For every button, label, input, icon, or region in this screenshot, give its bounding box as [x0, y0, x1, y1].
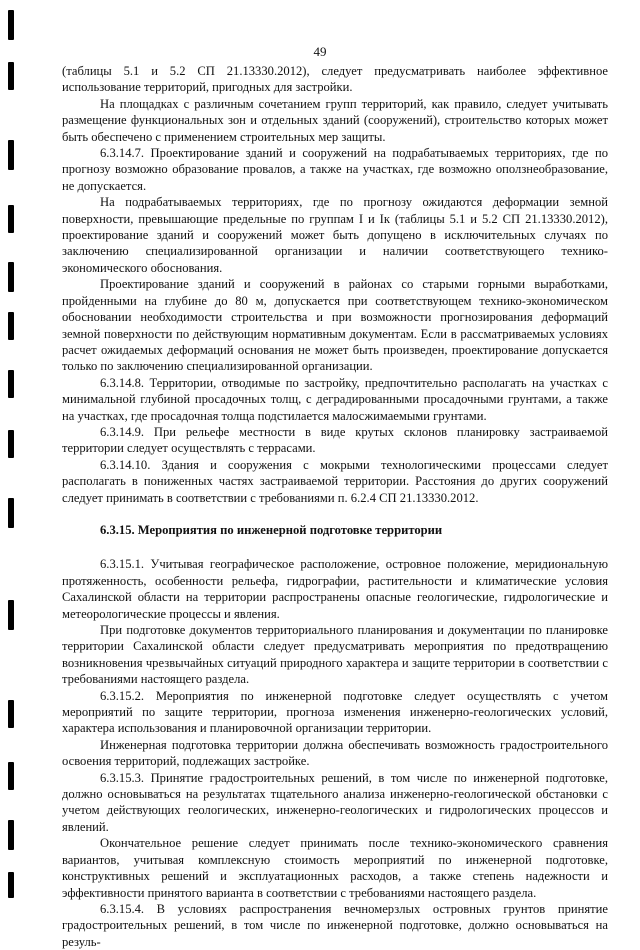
binding-mark [8, 498, 14, 528]
paragraph: 6.3.15.4. В условиях распространения вечномерзлых островных грунтов принятие градостроительных решений, в том числе по инженерной подготовке, должно основываться на резуль- [62, 901, 608, 949]
paragraph: 6.3.14.8. Территории, отводимые по застройку, предпочтительно располагать на участках с минимальной глубиной просадочных толщ, с деградированными просадочными грунтами, а также на участках, где просадочная толща подстилается малосжимаемыми грунтами. [62, 375, 608, 423]
paragraph: На подрабатываемых территориях, где по прогнозу ожидаются деформации земной поверхности, превышающие предельные по группам I и Iк (таблицы 5.1 и 5.2 СП 21.13330.2012), проектирование зданий и сооружений может быть допущено в исключительных случаях по заключению специализированной организации и наличии соответствующего технико-экономического обоснования. [62, 195, 608, 275]
paragraph: 6.3.14.7. Проектирование зданий и сооружений на подрабатываемых территориях, где по прогнозу возможно образование провалов, а также на участках, где возможно оползнеобразование, не допускается. [62, 146, 608, 193]
binding-mark [8, 430, 14, 458]
section-heading: 6.3.15. Мероприятия по инженерной подготовке территории [100, 522, 443, 537]
paragraph: На площадках с различным сочетанием групп территорий, как правило, следует учитывать размещение функциональных зон и отдельных зданий (сооружений), строительство которых может быть обеспечено с применением строительных мер защиты. [62, 96, 608, 144]
paragraph: При подготовке документов территориального планирования и документации по планировке территории Сахалинской области следует предусматривать мероприятия по предотвращению возникновения чрезвычайных ситуаций природного характера и защите территории в соответствии с требованиями настоящего раздела. [62, 623, 608, 687]
binding-mark [8, 700, 14, 728]
binding-mark [8, 62, 14, 90]
binding-mark [8, 10, 14, 40]
paragraph: Инженерная подготовка территории должна обеспечивать возможность градостроительного освоения территорий, подлежащих застройке. [62, 737, 608, 769]
binding-mark [8, 262, 14, 292]
binding-mark [8, 140, 14, 170]
paragraph: 6.3.15.3. Принятие градостроительных решений, в том числе по инженерной подготовке, должно основываться на результатах тщательного анализа инженерно-геологической обстановки с учетом действующих геологических, инженерно-геологических и гидрологических процессов и явлений. [62, 770, 608, 834]
paragraph: 6.3.14.9. При рельефе местности в виде крутых склонов планировку застраиваемой территории следует осуществлять с террасами. [62, 424, 608, 456]
binding-mark [8, 312, 14, 340]
page-number: 49 [313, 44, 327, 59]
binding-mark [8, 205, 14, 233]
paragraph: 6.3.15.2. Мероприятия по инженерной подготовке следует осуществлять с учетом мероприятий по защите территории, прогноза изменения инженерно-геологических условий, характера использования и планировочной организации территории. [62, 688, 608, 736]
binding-mark [8, 820, 14, 850]
binding-mark [8, 600, 14, 630]
paragraph: (таблицы 5.1 и 5.2 СП 21.13330.2012), следует предусматривать наиболее эффективное использование территорий, пригодных для застройки. [62, 64, 608, 95]
paragraph: 6.3.15.1. Учитывая географическое расположение, островное положение, меридиональную протяженность, особенности рельефа, гидрографии, растительности и климатические условия Сахалинской области на территории распространены опасные геологические, гидрологические и метеорологические процессы и явления. [62, 557, 608, 621]
binding-mark [8, 370, 14, 398]
paragraph: 6.3.14.10. Здания и сооружения с мокрыми технологическими процессами следует располагать в пониженных частях застраиваемой территории. Расстояния до других сооружений следует принимать в соответствии с требованиями п. 6.2.4 СП 21.13330.2012. [62, 457, 608, 505]
binding-mark [8, 872, 14, 898]
page-content [62, 63, 608, 950]
binding-mark [8, 762, 14, 790]
paragraph: Проектирование зданий и сооружений в районах со старыми горными выработками, пройденными на глубине до 80 м, допускается при соответствующем технико-экономическом обосновании необходимости строительства и при возможности прогнозирования деформаций земной поверхности по действующим нормативным документам. Если в рассматриваемых условиях расчет ожидаемых деформаций основания не может быть произведен, проектирование допускается только по заключению специализированной организации. [62, 277, 608, 374]
paragraph: Окончательное решение следует принимать после технико-экономического сравнения вариантов, учитывая комплексную стоимость мероприятий по инженерной подготовке, конструктивных решений и эксплуатационных расходов, а также степень надежности и эффективности принятого варианта в соответствии с требованиями настоящего раздела. [62, 836, 608, 900]
binding-holes [8, 0, 14, 905]
